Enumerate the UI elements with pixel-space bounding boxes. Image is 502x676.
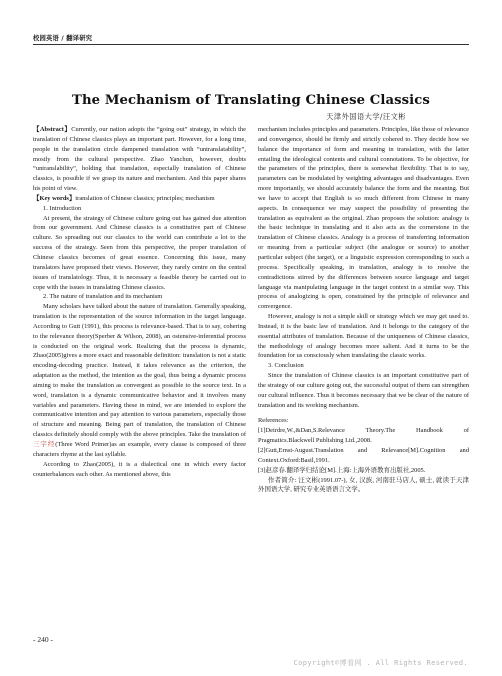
left-column	[33, 125, 246, 479]
section-2-paragraph-1-tail: (Three Word Primer)as an example, every clause is composed of three characters rhyme at the last syllable.	[33, 441, 246, 458]
abstract-label: 【Abstract】	[33, 126, 72, 133]
right-paragraph-2: However, analogy is not a simple skill or strategy which we may get used to. Instead, it is the basic law of translation. And it belongs to the category of the essential attributes of translation. Because of the uniqueness of Chinese classics, the methodology of analogy becomes more salient. And it turns to be the foundation for us consciously when translating the classic works.	[258, 313, 469, 360]
running-head: 校园英语 / 翻译研究	[33, 35, 93, 42]
abstract-text: Currently, our nation adopts the “going out” strategy, in which the translation of Chinese classics plays an important part. However, for a long time, people in the translation circle dampened translation with “untranslatability”, mostly from the cultural perspective. Zhao Yanchun, however, doubts “untranslability”, holding that translation, especially translation of Chinese classics, is possible if we grasp its nature and mechanism. And this paper shares his point of view.	[33, 126, 246, 193]
section-1-heading: 1. Introduction	[43, 204, 82, 212]
right-paragraph-1: mechanism includes principles and parameters. Principles, like those of relevance and convergence, should be firmly and strictly cohered to. They decide how we balance the importance of form and meaning in translation, with the latter entailing the ideological contents and cultural connotations. To be objective, for the parameters of the principles, there is somewhat flexibility. That is to say, parameters can be modulated by weighting advantages and disadvantages. Even more importantly, we should accurately balance the form and the meaning. But we have to accept that English is so much different from Chinese in many aspects. In consequence we may suspect the possibility of presenting the translation as equivalent as the original. Zhao proposes the solution: analogy is the basic technique in translating and it also acts as the cornerstone in the translation of Chinese classics. Analogy is a process of transferring information or meaning from a particular subject (the analogue or source) to another particular subject (the target), or a linguistic expression corresponding to such a process. Specifically speaking, in translation, analogy is to resolve the contradictions stirred by the differences between source language and target language via manipulating language in the target context in a similar way. This process of analogizing is open, constrained by the principle of relevance and convergence.	[258, 126, 469, 311]
section-3-heading: 3. Conclusion	[268, 362, 304, 370]
section-2-paragraph-2: According to Zhao(2005), it is a dialectical one in which every factor counterbalances each other. As mentioned above, this	[33, 460, 246, 478]
section-1-paragraph: At present, the strategy of Chinese culture going out has gained due attention from our government. And Chinese classics is a constitutive part of Chinese culture. So spreading out our classics to the world can contribute a lot to the success of the strategy. Seen from this perspective, the proper translation of Chinese classics becomes of great essence. Concerning this issue, many translators have proposed their views. However, they rarely centre on the central issues of translatology. Thus, it is necessary a feasible theory be carried out to cope with the issues in translating Chinese classics.	[33, 214, 246, 291]
abstract-paragraph	[33, 125, 246, 194]
article-author: 天津外国语大学/汪文彬	[326, 112, 406, 121]
article-title: The Mechanism of Translating Chinese Classics	[72, 93, 430, 108]
reference-item: [2]Gutt,Ernst-August.Translation and Relevance[M].Cognition and Context.Oxford:Basil,1991.	[258, 447, 469, 464]
section-2-paragraph-1-text: Many scholars have talked about the nature of translation. Generally speaking, translation is the representation of the source information in the target language. According to Gutt (1991), this process is relevance-based. That is to say, cohering to the relevance theory(Sperber & Wilson, 2008), an ostensive-inferential process is conducted on the original work. Realizing that the process is dynamic, Zhao(2005)gives a more exact and reasonable definition: translation is not a static encoding-decoding practice. Instead, it takes relevance as the criterion, the adaptation as the method, the intention as the goal, thus being a dynamic process aiming to make the translation as convergent as possible to the source text. In a word, translation is a dynamic communicative behavior and it involves many variables and parameters. Having these in mind, we are intended to explore the communicative intention and pay attention to various parameters, especially those of structure and meaning. Being part of translation, the translation of Chinese classics definitely should comply with the above principles. Take the translation of	[33, 303, 246, 439]
references-list	[258, 426, 469, 475]
keywords-text: translation of Chinese classics; principles; mechanism	[75, 194, 215, 202]
section-2-heading: 2. The nature of translation and its mechanism	[43, 293, 163, 301]
copyright-watermark: Copyright©博看网 . All Rights Reserved.	[293, 659, 468, 667]
header-divider	[33, 44, 469, 45]
reference-item: [1]Deirdre,W.,&Dan,S.Relevance Theory.The Handbook of Pragmatics.Blackwell Publishing Ltd.,2008.	[258, 427, 469, 445]
right-column	[258, 125, 469, 495]
references-heading: References:	[258, 417, 289, 425]
section-2-paragraph-1	[33, 302, 246, 460]
keywords-paragraph	[33, 194, 246, 204]
section-2-chinese-title: 三字经	[33, 441, 56, 448]
page-number: - 240 -	[33, 635, 53, 644]
section-3-paragraph: Since the translation of Chinese classics is an important constitutive part of the strategy of our culture going out, the successful output of them can strengthen our cultural influence. Thus it becomes necessary that we be clear of the nature of translation and its working mechanism.	[258, 372, 469, 409]
keywords-label: 【Key words】	[33, 194, 76, 202]
reference-item: [3]赵彦春.翻译学归结论[M].上海:上海外语教育出版社,2005.	[258, 466, 426, 474]
author-bio: 作者简介: 汪文彬(1991.07-), 女, 汉族, 河南驻马店人, 硕士, 就读于天津外国语大学, 研究专业英语语言文学。	[258, 476, 469, 494]
